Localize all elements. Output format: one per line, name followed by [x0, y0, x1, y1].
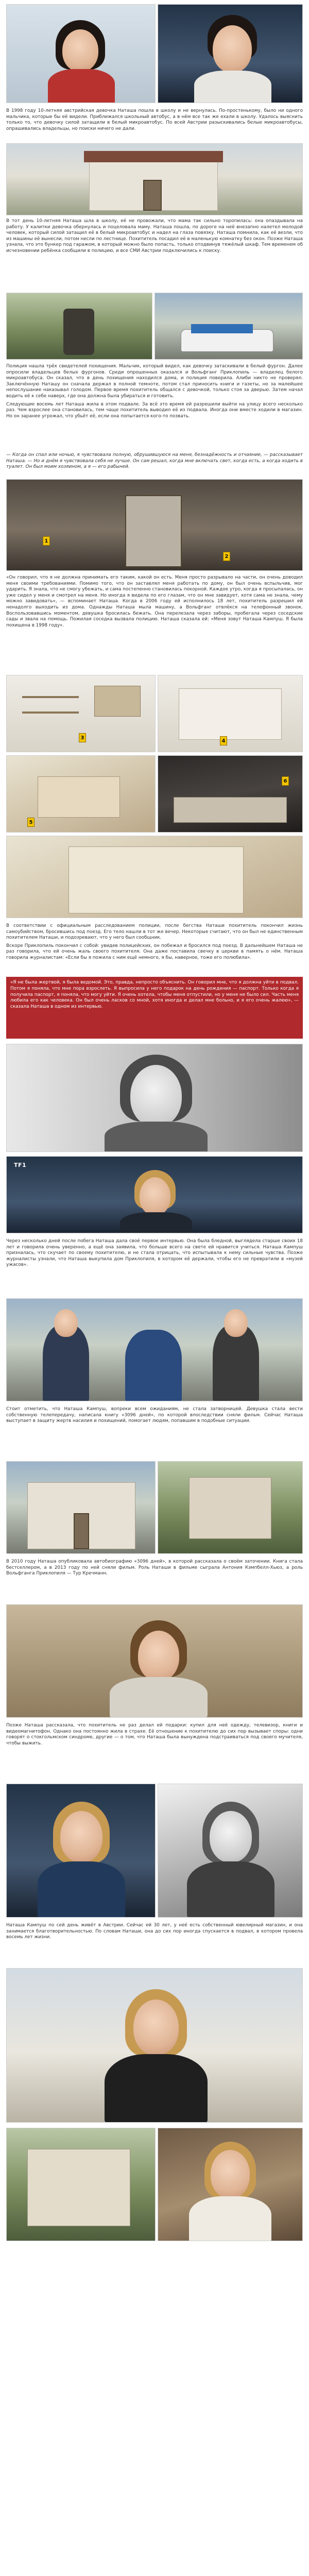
book-paragraph [6, 1559, 303, 1600]
photo-natascha-interview [6, 1044, 303, 1152]
red-quote: «Я не была жертвой, я была ведомой. Это, правда, непросто объяснить. Он говорил мне, что я должна уйти в подвал. Потом я поняла, что мне пора взрослеть. Я выпросила у него подарок на день рождения — паспорт. Только когда я получила паспорт, я поняла, что могу уйти. Я очень хотела, чтобы меня отпустили, но у меня не было сил. Часть меня любила его как человека. Он был очень ласков со мной, хотя иногда и делал мне больно, и я его очень жалею», — сказала Наташа в одном из интервью. [10, 980, 299, 1010]
paragraph-11: Наташа Кампуш по сей день живёт в Австрии. Сейчас ей 30 лет, у неё есть собственный ювелирный магазин, и она занимается благотворительностью. По словам Наташи, она до сих пор иногда спускается в подвал, в котором провела восемь лет жизни. [6, 1923, 303, 1940]
photo-tv-interview [6, 1156, 303, 1233]
intro-paragraph [6, 108, 303, 139]
evidence-marker-1: 1 [43, 536, 50, 546]
paragraph-4: Следующие восемь лет Наташа жила в этом подвале. За всё это время ей разрешили выйти на улицу всего несколько раз. Чем взрослее она становилась, тем чаще похититель выводил её из подвала. Иногда они вместе ходили в магазин. Но он заранее угрожал, что убьёт её, если она попытается кого-то позвать. [6, 401, 303, 419]
paragraph-10: Позже Наташа рассказала, что похититель не раз делал ей подарки: купил для неё одежду, телевизор, книги и видеомагнитофон. Однако она постоянно жила в страхе. Её отношение к похитителю до сих пор вызывает споры: одни говорят о стокгольмском синдроме, другие — о том, что Наташа была вынуждена подстраиваться под своего мучителя, чтобы выжить. [6, 1723, 303, 1746]
captivity-quote [6, 575, 303, 671]
career-paragraph [6, 1406, 303, 1456]
quote-2: «Он говорил, что я не должна принимать его таким, какой он есть. Меня просто разрывало на части, он очень доводил меня своими требованиями. Помимо того, что он заставлял меня работать по дому, он был очень вспыльчив, мог ударить. Я знала, что не смогу убежать, и сама постепенно становилась покорной. Каждое утро, когда я просыпалась, он уже сидел у меня и смотрел на меня. Но иногда я видела по его глазам, что он мне завидует, хотя сама не знала, чему можно завидовать», — вспоминает Наташа. Когда в 2006 году ей исполнилось 18 лет, похититель разрешил ей ненадолго выходить из дома. Однажды Наташа мыла машину, а Вольфганг отвлёкся на телефонный звонок. Воспользовавшись моментом, девушка бросилась бежать. Она перелезала через заборы, пробегала через соседские сады и звала на помощь. Пожилая соседка вызвала полицию. Наташа сказала ей: «Меня зовут Наташа Кампуш. Я была похищена в 1998 году». [6, 575, 303, 628]
photo-cellar-bed [158, 755, 303, 833]
paragraph-7: Через несколько дней после побега Наташа дала своё первое интервью. Она была бледной, выглядела старше своих 18 лет и говорила очень уверенно, а ещё она заявила, что больше всего на свете ей нравится учиться. Наташа Кампуш призналась, что скучает по своему похитителю, и не стала отрицать, что испытывала к нему сильные чувства. Позже журналисты узнали, что Наташа выкупила дом Приклопиля, в котором её держали, чтобы его не превратили в «музей ужасов». [6, 1239, 303, 1268]
quote-1: — Когда он спал или ночью, я чувствовала полную, обрушившуюся на меня, безнадёжность и отчаяние, — рассказывает Наташа. — Но и днём я чувствовала себя не лучше. Он сам решал, когда мне включать свет, когда есть, а когда ходить в туалет. Он был моим хозяином, а я — его рабыней. [6, 452, 303, 470]
photo-cellar-overview [6, 836, 303, 918]
interview-paragraph [6, 1239, 303, 1295]
paragraph-9: В 2010 году Наташа опубликовала автобиографию «3096 дней», в которой рассказала о своём заточении. Книга стала бестселлером, а в 2013 году по ней сняли фильм. Роль Наташи в фильме сыграла Антония Кэмпбелл-Хьюз, а роль Вольфганга Приклопиля — Тур Кречманн. [6, 1559, 303, 1577]
photo-natascha-portrait-1 [6, 1784, 156, 1918]
gifts-paragraph [6, 1723, 303, 1780]
evidence-marker-6: 6 [282, 776, 289, 786]
photo-garden [6, 293, 152, 360]
photo-police-escort [6, 1298, 303, 1401]
paragraph-2: В тот день 10-летняя Наташа шла в школу, её не провожали, что мама так сильно торопилась: она опаздывала на работу. У калитки девочка обернулась и поцеловала маму. Наташа пошла, по дороге на неё внезапно налетел молодой человек, который силой затащил её в белый микроавтобус и надел на глаза повязку. Наташа помнила, как её везли, что из машины её вынесли, потом несли по лестнице. Похититель посадил её в маленькую комнатку без окон. Позже Наташа узнала, что это бункер под гаражом, в который можно было попасть, только отодвинув тяжёлый шкаф. Тем временем об исчезновении ребёнка сообщили в полицию, и все СМИ Австрии подключились к поиску. [6, 218, 303, 253]
photo-cellar-corner [6, 755, 156, 833]
paragraph-1: В 1998 году 10-летняя австрийская девочка Наташа пошла в школу и не вернулась. По-простенькому, было ни одного мальчика, которые бы её видели. Приближался школьный автобус, а в нём все так же ехали в школу. Удалось выяснить только то, что девочку силой затащили в белый микроавтобус. По всей Австрии разыскивались белые микроавтобусы, опрашивались владельцы, но поиски ничего не дали. [6, 108, 303, 131]
photo-house-exterior [6, 143, 303, 215]
evidence-marker-3: 3 [79, 733, 86, 742]
photo-film-still [6, 1604, 303, 1718]
tv-channel-logo: TF1 [14, 1162, 27, 1168]
photo-house-garden [158, 1461, 303, 1554]
photo-austria-street [6, 2128, 156, 2241]
photo-police-car [154, 293, 303, 360]
quote-paragraph-1 [6, 452, 303, 477]
photo-cellar-door [6, 479, 303, 571]
photo-natascha-today [6, 1968, 303, 2123]
paragraph-8: Стоит отметить, что Наташа Кампуш, вопреки всем ожиданиям, не стала затворницей. Девушка стала вести собственную телепередачу, написала книгу «3096 дней», по которой впоследствии сняли фильм. Сейчас Наташа выступает в защиту жертв насилия и похищений, помогает людям, попавшим в подобные ситуации. [6, 1406, 303, 1424]
paragraph-5: В соответствии с официальным расследованием полиции, после бегства Наташи похититель покончил жизнь самоубийством, бросившись под поезд. Его тело нашли в тот же вечер. Некоторые считают, что он был не единственным похитителем Наташи, и подозревают, что у него был сообщник. [6, 923, 303, 941]
aftermath-paragraph [6, 923, 303, 973]
paragraph-6: Вскоре Приклопиль покончил с собой: увидев полицейских, он побежал и бросился под поезд. В дальнейшем Наташа не раз говорила, что ей очень жаль своего похитителя. Она даже поставила свечку в церкви в память о нём. Наташа говорила журналистам: «Если бы я пожила с ним ещё немного, я бы, наверное, тоже его полюбила». [6, 943, 303, 960]
photo-cellar-shelves [158, 675, 303, 752]
investigation-paragraph [6, 364, 303, 450]
paragraph-3: Полиция нашла трёх свидетелей похищения. Мальчик, который видел, как девочку затаскивали в белый фургон. Далее опросили владельцев белых фургонов. Среди опрошенных оказался и Вольфганг Приклопиль — владелец белого микроавтобуса. Он сказал, что в день похищения находился дома, и полиция поверила. Алиби никто не проверял. Заключённую Наташу он сначала держал в полной темноте, потом стал приносить книги и газеты, но за малейшее непослушание наказывал голодом. Первое время похититель общался с девочкой, только стоя за дверью. Затем начал водить её к себе наверх, где она должна была убираться и готовить. [6, 364, 303, 399]
photo-kidnapper-portrait [158, 4, 303, 103]
story-paragraph [6, 218, 303, 291]
evidence-marker-2: 2 [223, 552, 230, 561]
photo-natascha-portrait-2 [158, 1784, 303, 1918]
today-paragraph [6, 1923, 303, 1964]
evidence-marker-4: 4 [220, 736, 227, 745]
photo-cellar-room [6, 675, 156, 752]
photo-natascha-smiling [158, 2128, 303, 2241]
highlight-quote-box [6, 977, 303, 1039]
evidence-marker-5: 5 [27, 818, 35, 827]
photo-house-gate [6, 1461, 156, 1554]
photo-girl-childhood [6, 4, 156, 103]
